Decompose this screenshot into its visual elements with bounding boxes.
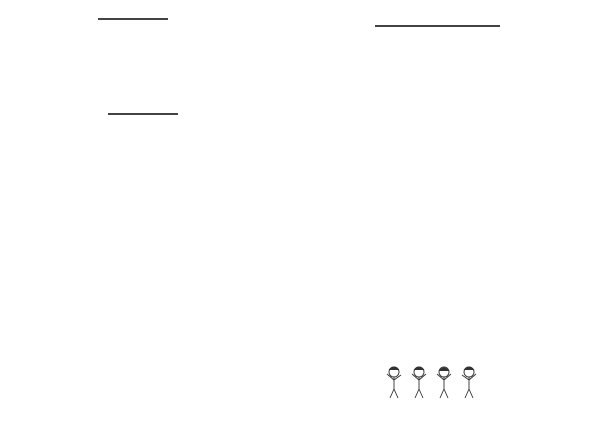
child-figure	[437, 367, 451, 398]
table-header	[300, 59, 600, 69]
right-page	[300, 0, 600, 424]
committee-title-underline	[108, 113, 178, 115]
children-illustration	[382, 362, 482, 402]
legend	[12, 404, 66, 410]
program-title-underline	[375, 25, 500, 27]
child-figure	[412, 367, 426, 398]
child-figure	[387, 367, 401, 398]
child-figure	[462, 367, 476, 398]
officers-title-underline	[98, 18, 168, 20]
